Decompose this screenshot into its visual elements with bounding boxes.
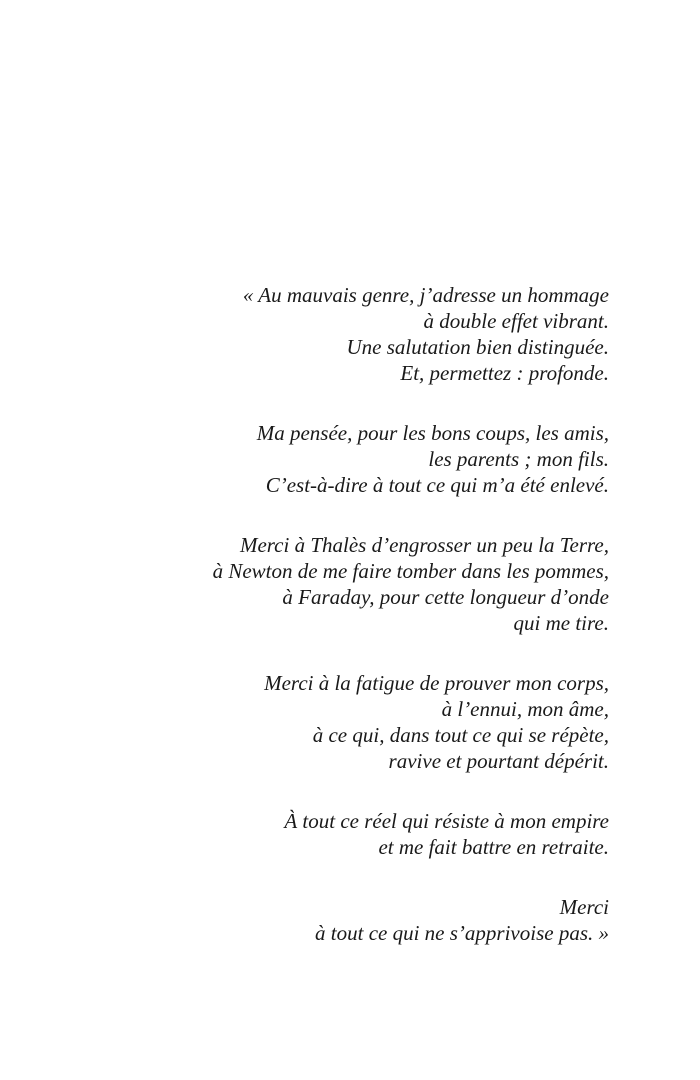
- poem-line: à Newton de me faire tomber dans les pommes,: [212, 559, 609, 583]
- poem-line: Ma pensée, pour les bons coups, les amis,: [256, 421, 609, 445]
- poem-line: à Faraday, pour cette longueur d’onde: [282, 585, 609, 609]
- poem-line: qui me tire.: [513, 611, 609, 635]
- poem-line: et me fait battre en retraite.: [378, 835, 609, 859]
- poem: [0, 282, 609, 946]
- poem-line: ravive et pourtant dépérit.: [388, 749, 609, 773]
- poem-line: à double effet vibrant.: [423, 309, 609, 333]
- poem-line: « Au mauvais genre, j’adresse un hommage: [242, 283, 609, 307]
- stanza: [0, 894, 609, 946]
- stanza: [0, 808, 609, 860]
- poem-line: à ce qui, dans tout ce qui se répète,: [312, 723, 609, 747]
- poem-line: les parents ; mon fils.: [428, 447, 609, 471]
- stanza: [0, 670, 609, 774]
- stanza: [0, 282, 609, 386]
- poem-line: à tout ce qui ne s’apprivoise pas. »: [315, 921, 609, 945]
- poem-line: À tout ce réel qui résiste à mon empire: [284, 809, 609, 833]
- poem-line: Merci: [559, 895, 609, 919]
- stanza: [0, 532, 609, 636]
- stanza: [0, 420, 609, 498]
- poem-line: Et, permettez : profonde.: [400, 361, 609, 385]
- poem-line: Merci à la fatigue de prouver mon corps,: [264, 671, 609, 695]
- poem-line: C’est-à-dire à tout ce qui m’a été enlevé.: [265, 473, 609, 497]
- poem-line: Merci à Thalès d’engrosser un peu la Terre,: [239, 533, 609, 557]
- poem-line: Une salutation bien distinguée.: [346, 335, 609, 359]
- poem-line: à l’ennui, mon âme,: [441, 697, 609, 721]
